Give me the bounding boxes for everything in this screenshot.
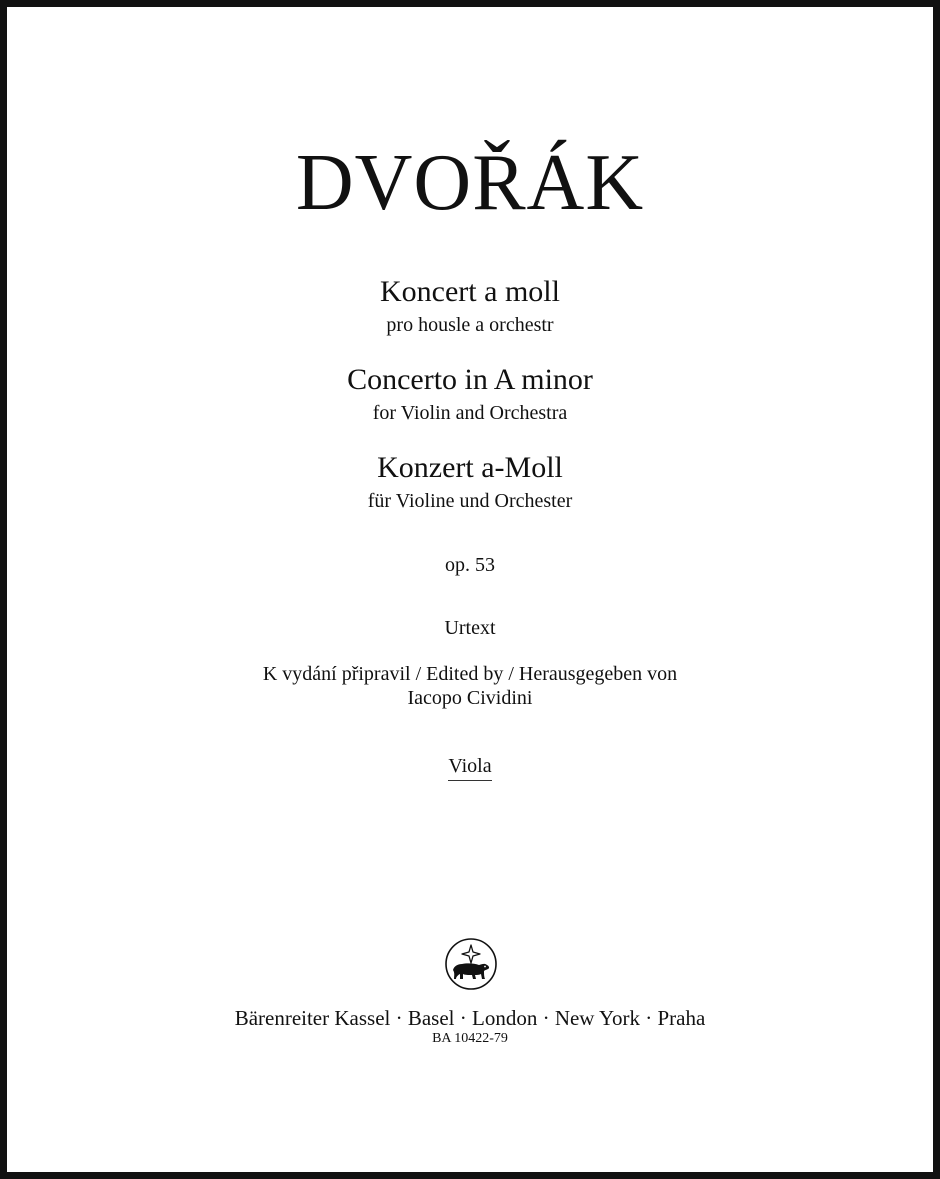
editor-name: Iacopo Cividini [407,687,533,709]
title-page [7,7,933,1172]
instrument-part: Viola [448,756,491,781]
subtitle-czech: pro housle a orchestr [386,314,554,336]
subtitle-german: für Violine und Orchester [367,490,573,512]
publisher-imprint: Bärenreiter Kassel · Basel · London · New York · Praha [234,1006,706,1030]
edited-by-label: K vydání připravil / Edited by / Herausgegeben von [262,663,678,685]
title-czech: Koncert a moll [380,275,560,308]
baerenreiter-bear-star-logo-icon [444,937,498,991]
part-container [7,756,933,781]
catalog-number: BA 10422-79 [432,1031,508,1046]
title-german: Konzert a-Moll [377,451,563,484]
composer-name: DVOŘÁK [295,139,645,227]
subtitle-english: for Violin and Orchestra [372,402,568,424]
opus-number: op. 53 [445,554,495,576]
edition-type: Urtext [444,617,496,639]
title-english: Concerto in A minor [347,363,593,396]
